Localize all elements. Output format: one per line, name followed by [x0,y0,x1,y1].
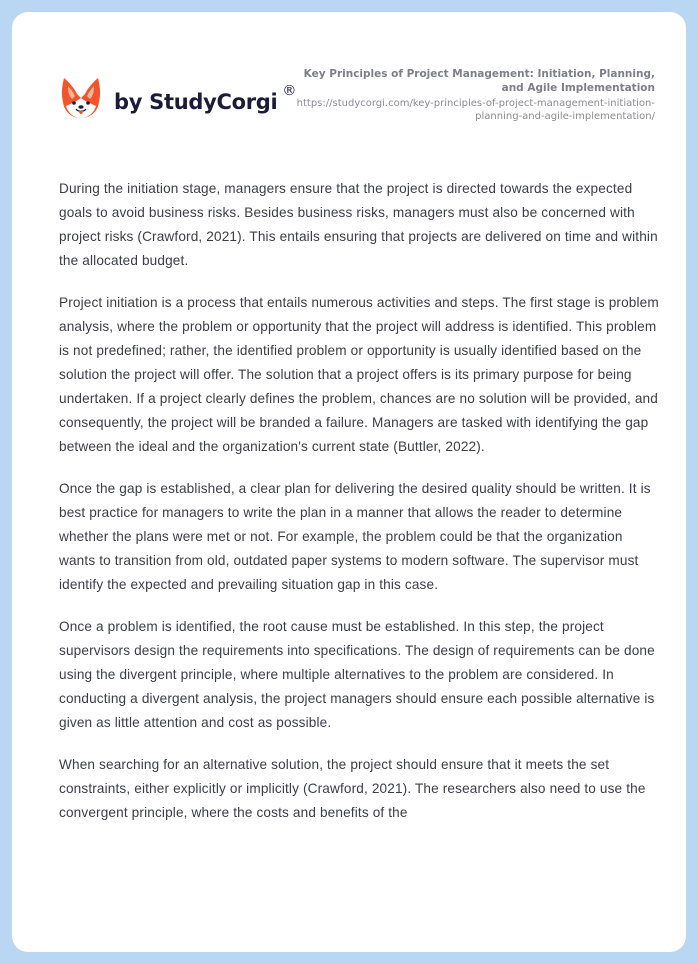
paragraph: During the initiation stage, managers ensure that the project is directed towards the expected goals to avoid business risks. Besides business risks, managers must also be concerned with project risks (Crawford, 2021). This entails ensuring that projects are delivered on time and within the allocated budget. [59,181,658,268]
document-meta [295,67,655,123]
paragraph: Once the gap is established, a clear plan for delivering the desired quality should be written. It is best practice for managers to write the plan in a manner that allows the reader to determine whether the plans were met or not. For example, the problem could be that the organization wants to transition from old, outdated paper systems to modern software. The supervisor must identify the expected and prevailing situation gap in this case. [59,481,651,592]
document-url[interactable]: https://studycorgi.com/key-principles-of-project-management-initiation-planning-and-agile-implementation/ [296,98,655,122]
paragraph: Project initiation is a process that entails numerous activities and steps. The first stage is problem analysis, where the problem or opportunity that the project will address is identified. This problem is not predefined; rather, the identified problem or opportunity is usually identified based on the solution the project will offer. The solution that a project offers is its primary purpose for being undertaken. If a project clearly defines the problem, chances are no solution will be provided, and consequently, the project will be branded a failure. Managers are tasked with identifying the gap between the ideal and the organization's current state (Buttler, 2022). [59,295,659,454]
document-body [59,177,659,843]
corgi-icon [60,76,102,122]
document-header [12,12,686,162]
studycorgi-logo[interactable] [60,76,296,122]
logo-text: by StudyCorgi [114,90,278,114]
paragraph: When searching for an alternative solution, the project should ensure that it meets the set constraints, either explicitly or implicitly (Crawford, 2021). The researchers also need to use the convergent principle, where the costs and benefits of the [59,757,646,820]
document-title: Key Principles of Project Management: Initiation, Planning, and Agile Implementation [303,68,655,94]
paragraph: Once a problem is identified, the root cause must be established. In this step, the project supervisors design the requirements into specifications. The design of requirements can be done using the divergent principle, where multiple alternatives to the problem are considered. In conducting a divergent analysis, the project managers should ensure each possible alternative is given as little attention and cost as possible. [59,619,655,730]
registered-mark: ® [282,83,297,99]
document-card [12,12,686,952]
